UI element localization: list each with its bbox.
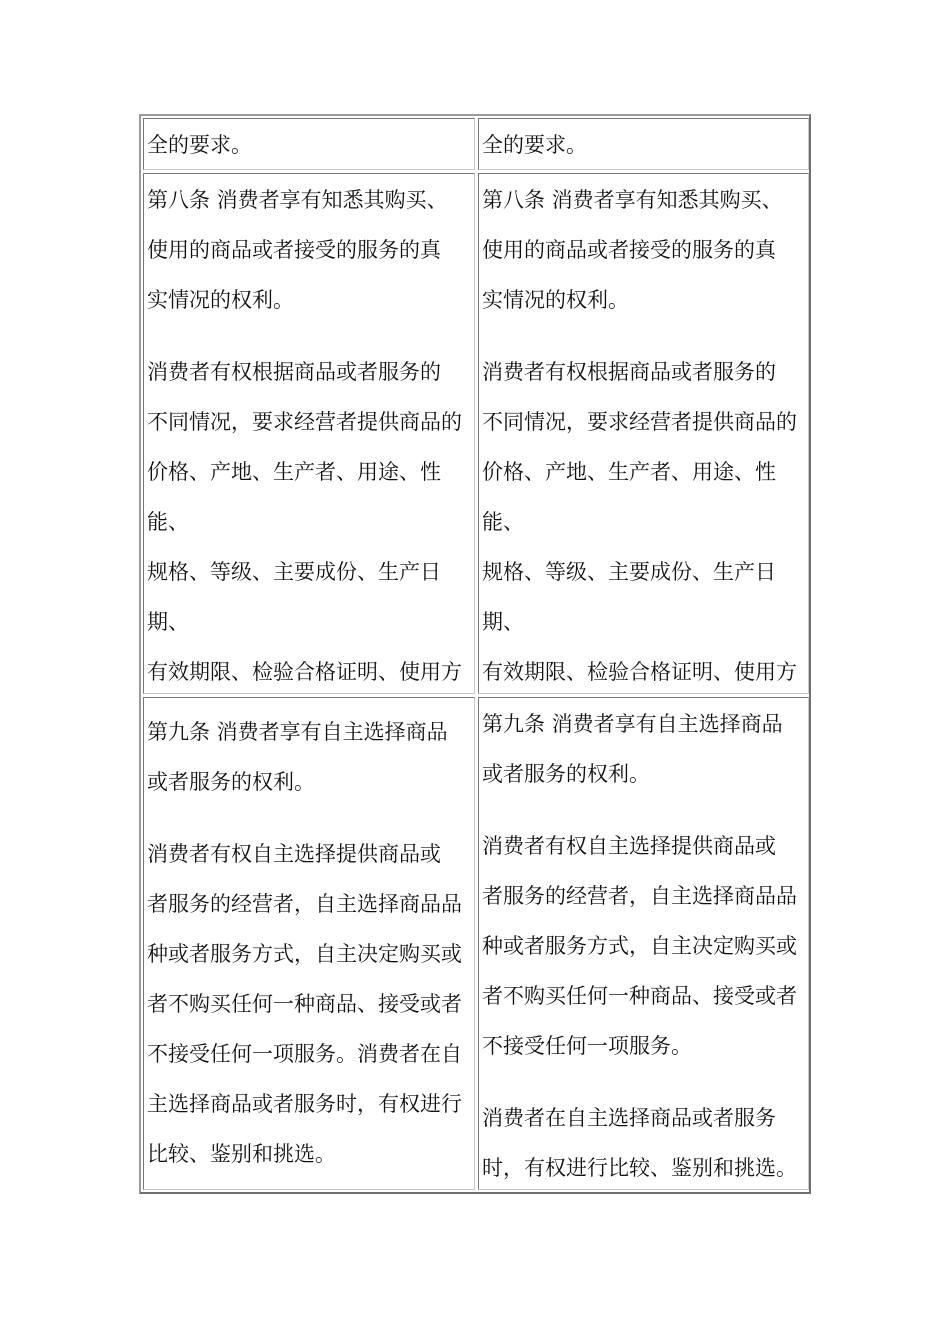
cell-paragraph: 第八条 消费者享有知悉其购买、 使用的商品或者接受的服务的真 实情况的权利。 <box>147 188 448 312</box>
table-cell-new <box>478 118 809 170</box>
cell-paragraph: 消费者有权根据商品或者服务的 不同情况，要求经营者提供商品的 价格、产地、生产者、用途、性能、 规格、等级、主要成份、生产日期、 有效期限、检验合格证明、使用方 <box>147 360 462 684</box>
table-cell-new <box>478 697 809 1190</box>
comparison-table <box>139 114 811 1194</box>
cell-paragraph: 消费者在自主选择商品或者服务 时，有权进行比较、鉴别和挑选。 <box>482 1106 797 1180</box>
table-row <box>143 173 807 694</box>
table-row <box>143 697 807 1190</box>
table-cell-old <box>143 697 475 1190</box>
cell-paragraph: 全的要求。 <box>482 133 587 157</box>
cell-paragraph: 第九条 消费者享有自主选择商品 或者服务的权利。 <box>482 712 783 786</box>
cell-paragraph: 第八条 消费者享有知悉其购买、 使用的商品或者接受的服务的真 实情况的权利。 <box>482 188 783 312</box>
cell-paragraph: 消费者有权根据商品或者服务的 不同情况，要求经营者提供商品的 价格、产地、生产者、用途、性能、 规格、等级、主要成份、生产日期、 有效期限、检验合格证明、使用方 <box>482 360 797 684</box>
table-row <box>143 118 807 170</box>
table-cell-new <box>478 173 809 694</box>
cell-paragraph: 消费者有权自主选择提供商品或 者服务的经营者，自主选择商品品 种或者服务方式，自主决定购买或 者不购买任何一种商品、接受或者 不接受任何一项服务。消费者在自 主选择商品或者服务时，有权进行 比较、鉴别和挑选。 <box>147 842 462 1166</box>
table-cell-old <box>143 173 475 694</box>
table-cell-old <box>143 118 475 170</box>
cell-paragraph: 消费者有权自主选择提供商品或 者服务的经营者，自主选择商品品 种或者服务方式，自主决定购买或 者不购买任何一种商品、接受或者 不接受任何一项服务。 <box>482 834 797 1058</box>
cell-paragraph: 第九条 消费者享有自主选择商品 或者服务的权利。 <box>147 720 448 794</box>
cell-paragraph: 全的要求。 <box>147 133 252 157</box>
